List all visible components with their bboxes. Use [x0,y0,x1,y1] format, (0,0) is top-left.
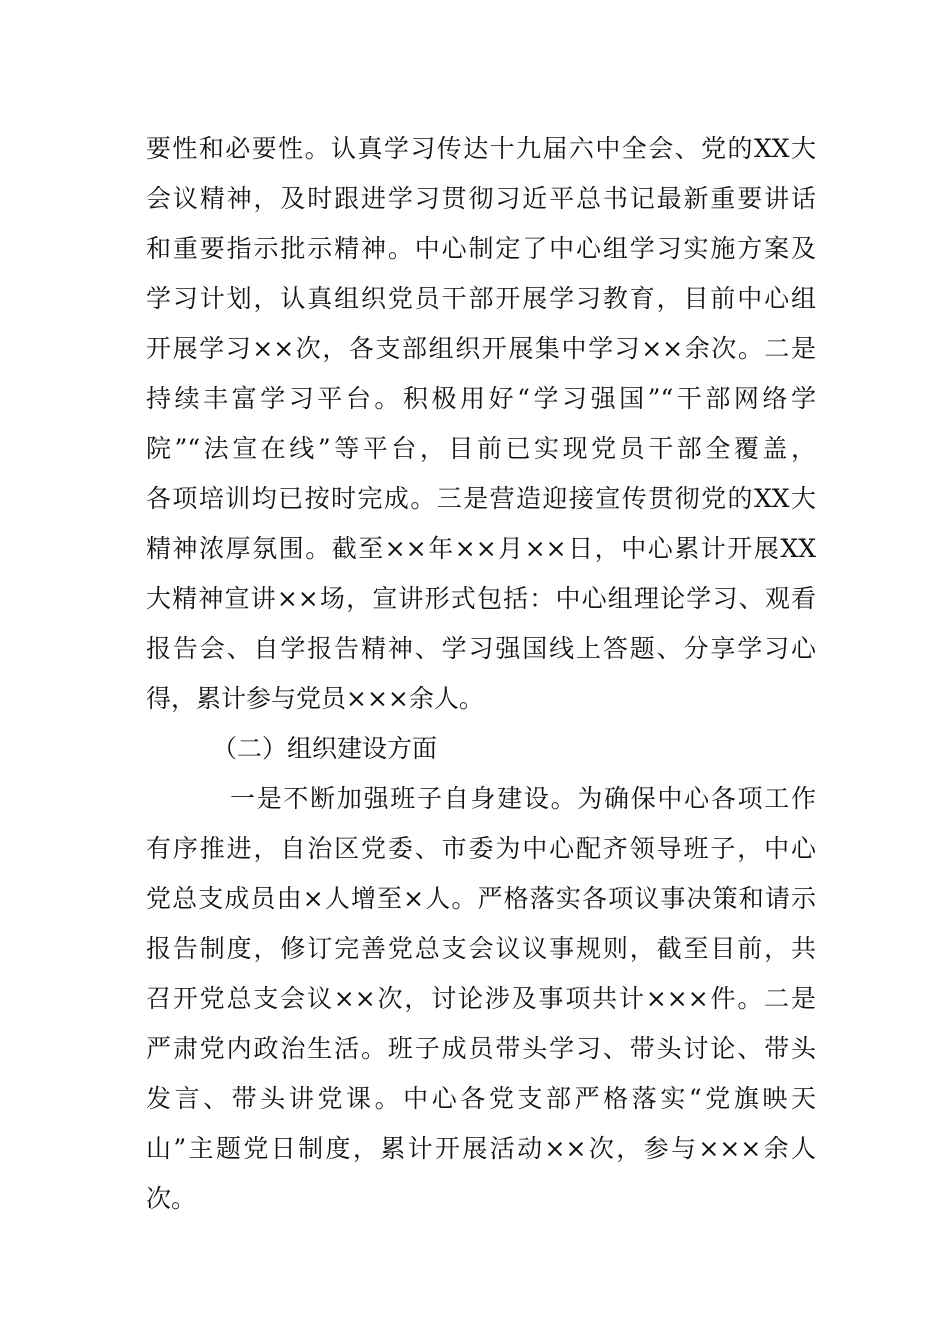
paragraph-2-line: 严肃党内政治生活。班子成员带头学习、带头讨论、带头 [146,1034,816,1063]
paragraph-1-line: 精神浓厚氛围。截至××年××月××日，中心累计开展XX [146,534,816,563]
paragraph-1-line: 各项培训均已按时完成。三是营造迎接宣传贯彻党的XX大 [146,484,816,513]
paragraph-2-line: 一是不断加强班子自身建设。为确保中心各项工作 [230,784,816,813]
paragraph-1-line: 得，累计参与党员×××余人。 [146,684,484,713]
section-heading: （二）组织建设方面 [212,734,438,763]
paragraph-2-line: 山”主题党日制度，累计开展活动××次，参与×××余人 [146,1134,816,1163]
paragraph-2-line: 召开党总支会议××次，讨论涉及事项共计×××件。二是 [146,984,816,1013]
paragraph-1-line: 和重要指示批示精神。中心制定了中心组学习实施方案及 [146,234,816,263]
paragraph-1-line: 学习计划，认真组织党员干部开展学习教育，目前中心组 [146,284,816,313]
paragraph-1-line: 要性和必要性。认真学习传达十九届六中全会、党的XX大 [146,134,816,163]
paragraph-2-line: 党总支成员由×人增至×人。严格落实各项议事决策和请示 [146,884,816,913]
paragraph-2-line: 报告制度，修订完善党总支会议议事规则，截至目前，共 [146,934,816,963]
paragraph-1-line: 大精神宣讲××场，宣讲形式包括：中心组理论学习、观看 [146,584,816,613]
paragraph-1-line: 报告会、自学报告精神、学习强国线上答题、分享学习心 [146,634,816,663]
paragraph-2-line: 发言、带头讲党课。中心各党支部严格落实“党旗映天 [146,1084,816,1113]
document-body [146,124,816,1224]
paragraph-1-line: 会议精神，及时跟进学习贯彻习近平总书记最新重要讲话 [146,184,816,213]
paragraph-2-line: 次。 [146,1184,197,1213]
paragraph-1-line: 开展学习××次，各支部组织开展集中学习××余次。二是 [146,334,816,363]
paragraph-1-line: 院”“法宣在线”等平台，目前已实现党员干部全覆盖， [146,434,816,463]
paragraph-2-line: 有序推进，自治区党委、市委为中心配齐领导班子，中心 [146,834,816,863]
paragraph-1-line: 持续丰富学习平台。积极用好“学习强国”“干部网络学 [146,384,816,413]
